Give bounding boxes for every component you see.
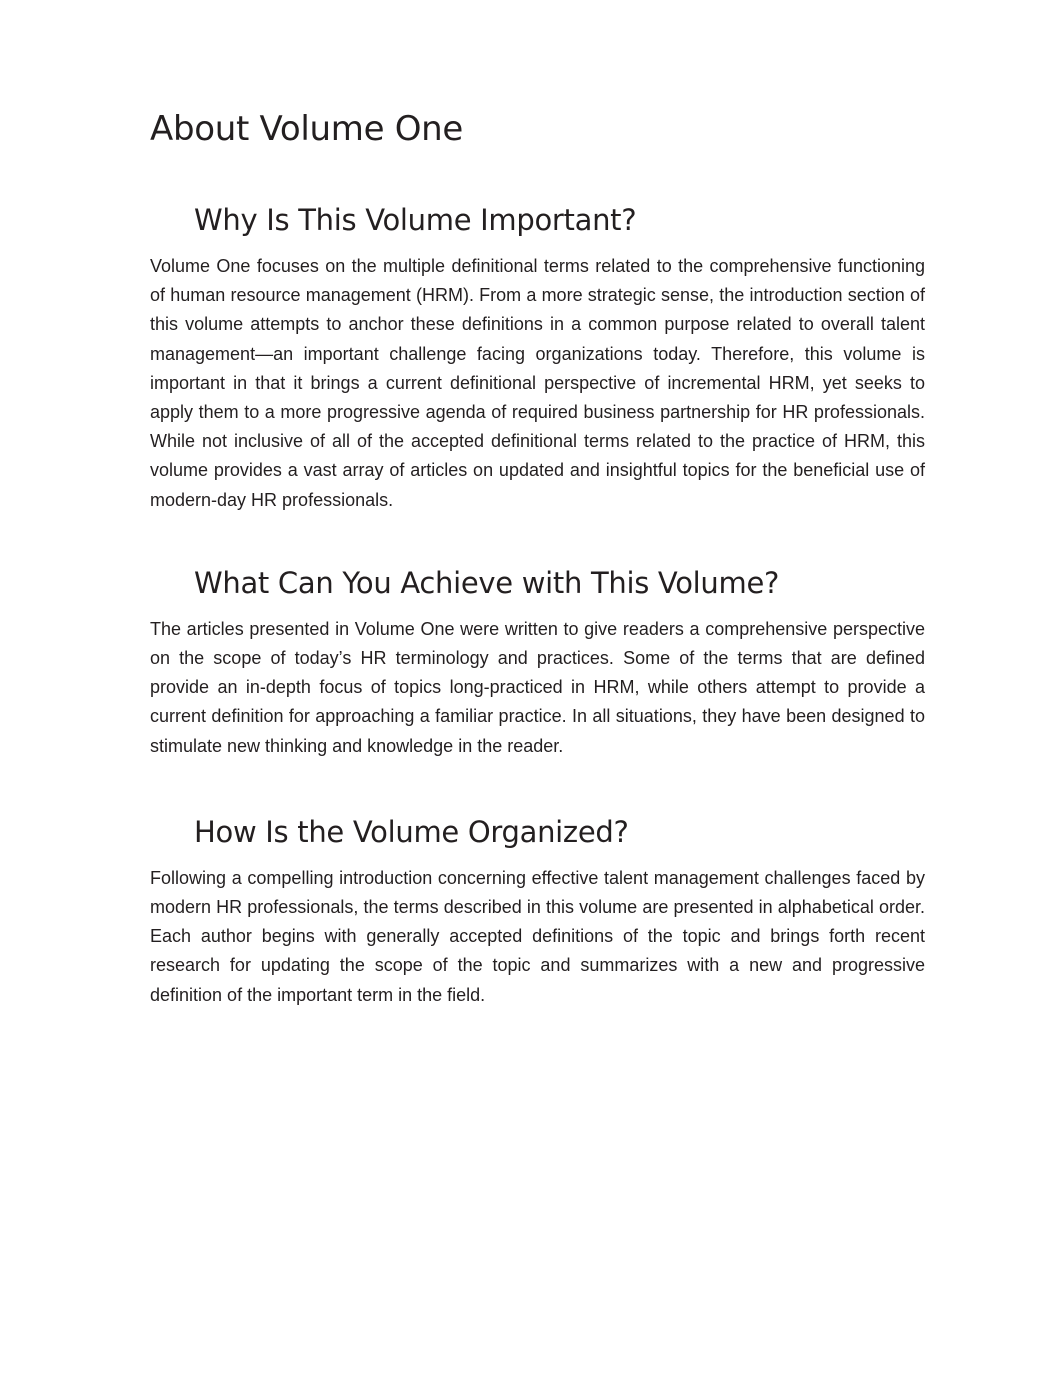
document-page xyxy=(150,106,925,1010)
section-paragraph: Volume One focuses on the multiple definitional terms related to the comprehensive functioning of human resource management (HRM). From a more strategic sense, the introduction section of this volume attempts to anchor these definitions in a common purpose related to overall talent management—an important challenge facing organizations today. Therefore, this volume is important in that it brings a current definitional perspective of incremental HRM, yet seeks to apply them to a more progressive agenda of required business partnership for HR professionals. While not inclusive of all of the accepted definitional terms related to the practice of HRM, this volume provides a vast array of articles on updated and insightful topics for the beneficial use of modern-day HR professionals. xyxy=(150,256,925,510)
section-heading: How Is the Volume Organized? xyxy=(194,814,629,849)
section-heading: What Can You Achieve with This Volume? xyxy=(194,565,780,600)
section-paragraph: Following a compelling introduction concerning effective talent management challenges faced by modern HR professionals, the terms described in this volume are presented in alphabetical order. Each author begins with generally accepted definitions of the topic and brings forth recent research for updating the scope of the topic and summarizes with a new and progressive definition of the important term in the field. xyxy=(150,867,925,1005)
section-paragraph: The articles presented in Volume One were written to give readers a comprehensive perspective on the scope of today’s HR terminology and practices. Some of the terms that are defined provide an in-depth focus of topics long-practiced in HRM, while others attempt to provide a current definition for approaching a familiar practice. In all situations, they have been designed to stimulate new thinking and knowledge in the reader. xyxy=(150,618,925,756)
page-title: About Volume One xyxy=(150,109,464,149)
section-how-organized xyxy=(150,812,925,1010)
section-heading: Why Is This Volume Important? xyxy=(194,203,637,237)
section-what-achieve xyxy=(150,563,925,761)
section-why-important xyxy=(150,200,925,515)
